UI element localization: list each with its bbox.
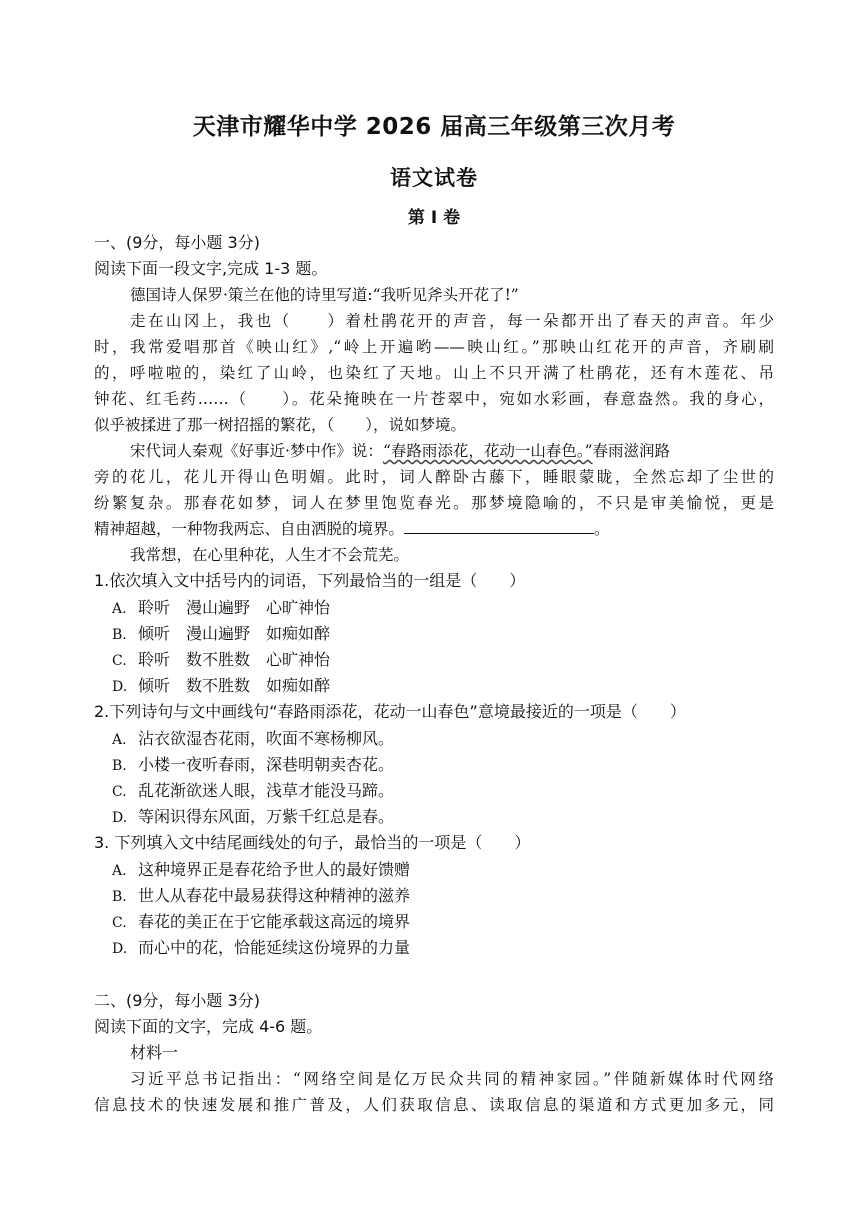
answer-option (112, 623, 774, 646)
option-text: 世人从春花中最易获得这种精神的滋养 (138, 886, 411, 905)
passage-line: 习近平总书记指出：“网络空间是亿万民众共同的精神家园。”伴随新媒体时代网络 (130, 1070, 774, 1088)
passage-line (130, 440, 774, 462)
volume-label: 第 I 卷 (407, 208, 461, 228)
option-text: 而心中的花，恰能延续这份境界的力量 (138, 938, 411, 957)
passage-line: 走在山冈上，我也（ ）着杜鹃花开的声音，每一朵都开出了春天的声音。年少 (130, 312, 774, 330)
option-letter: B. (112, 627, 127, 643)
option-letter: D. (112, 679, 128, 695)
option-text: 这种境界正是春花给予世人的最好馈赠 (138, 860, 411, 879)
question-stem: 1.依次填入文中括号内的词语，下列最恰当的一组是（ ） (94, 571, 526, 590)
passage-line: 我常想，在心里种花，人生才不会荒芜。 (130, 546, 410, 564)
option-letter: C. (112, 653, 127, 669)
section-heading: 一、(9分，每小题 3分) (94, 233, 260, 252)
underlined-quote: “春路雨添花，花动一山春色。” (382, 442, 593, 460)
option-text: 聆听 数不胜数 心旷神怡 (138, 650, 331, 669)
passage-line: 钟花、红毛药……（ ）。花朵掩映在一片苍翠中，宛如水彩画，春意盎然。我的身心， (94, 390, 774, 408)
option-text: 等闲识得东风面，万紫千红总是春。 (138, 807, 395, 826)
answer-option (112, 728, 774, 751)
exam-subject: 语文试卷 (390, 166, 478, 190)
section-instruction: 阅读下面一段文字,完成 1-3 题。 (94, 259, 328, 278)
material-label: 材料一 (130, 1043, 179, 1062)
passage-text: 。 (594, 520, 610, 538)
answer-option (112, 885, 774, 908)
section-instruction: 阅读下面的文字，完成 4-6 题。 (94, 1017, 323, 1036)
option-text: 沾衣欲湿杏花雨，吹面不寒杨柳风。 (138, 729, 395, 748)
option-letter: B. (112, 758, 127, 774)
option-letter: B. (112, 889, 127, 905)
answer-blank (404, 519, 594, 534)
answer-option (112, 675, 774, 698)
option-text: 小楼一夜听春雨，深巷明朝卖杏花。 (138, 755, 395, 774)
answer-option (112, 859, 774, 882)
answer-option (112, 937, 774, 960)
option-text: 春花的美正在于它能承载这高远的境界 (138, 912, 411, 931)
option-letter: D. (112, 810, 128, 826)
answer-option (112, 911, 774, 934)
option-text: 聆听 漫山遍野 心旷神怡 (138, 598, 331, 617)
option-text: 倾听 漫山遍野 如痴如醉 (138, 624, 331, 643)
option-letter: C. (112, 915, 127, 931)
section-heading: 二、(9分，每小题 3分) (94, 991, 260, 1010)
answer-option (112, 780, 774, 803)
passage-text: 精神超越，一种物我两忘、自由洒脱的境界。 (94, 520, 405, 538)
passage-line: 时，我常爱唱那首《映山红》,“岭上开遍哟——映山红。”那映山红花开的声音，齐刷刷 (94, 338, 774, 356)
passage-line: 纷繁复杂。那春花如梦，词人在梦里饱览春光。那梦境隐喻的，不只是审美愉悦，更是 (94, 494, 774, 512)
option-letter: C. (112, 784, 127, 800)
passage-line (94, 518, 774, 540)
passage-text: 春雨滋润路 (592, 442, 671, 460)
exam-title: 天津市耀华中学 2026 届高三年级第三次月考 (192, 114, 676, 140)
passage-line: 信息技术的快速发展和推广普及，人们获取信息、读取信息的渠道和方式更加多元，同 (94, 1096, 774, 1114)
passage-line: 似乎被揉进了那一树招摇的繁花，（ ），说如梦境。 (94, 416, 467, 434)
passage-text: 宋代词人秦观《好事近·梦中作》说： (130, 442, 383, 460)
passage-line: 的，呼啦啦的，染红了山岭，也染红了天地。山上不只开满了杜鹃花，还有木莲花、吊 (94, 364, 774, 382)
answer-option (112, 806, 774, 829)
answer-option (112, 754, 774, 777)
question-stem: 2.下列诗句与文中画线句“春路雨添花，花动一山春色”意境最接近的一项是（ ） (94, 702, 686, 721)
option-text: 倾听 数不胜数 如痴如醉 (138, 676, 331, 695)
answer-option (112, 597, 774, 620)
option-letter: A. (112, 601, 127, 617)
passage-line: 德国诗人保罗·策兰在他的诗里写道:“我听见斧头开花了!” (130, 286, 519, 304)
option-letter: D. (112, 941, 128, 957)
option-letter: A. (112, 863, 127, 879)
passage-line: 旁的花儿，花儿开得山色明媚。此时，词人醉卧古藤下，睡眼蒙眬，全然忘却了尘世的 (94, 468, 774, 486)
answer-option (112, 649, 774, 672)
option-letter: A. (112, 732, 127, 748)
question-stem: 3. 下列填入文中结尾画线处的句子，最恰当的一项是（ ） (94, 833, 531, 852)
option-text: 乱花渐欲迷人眼，浅草才能没马蹄。 (138, 781, 395, 800)
